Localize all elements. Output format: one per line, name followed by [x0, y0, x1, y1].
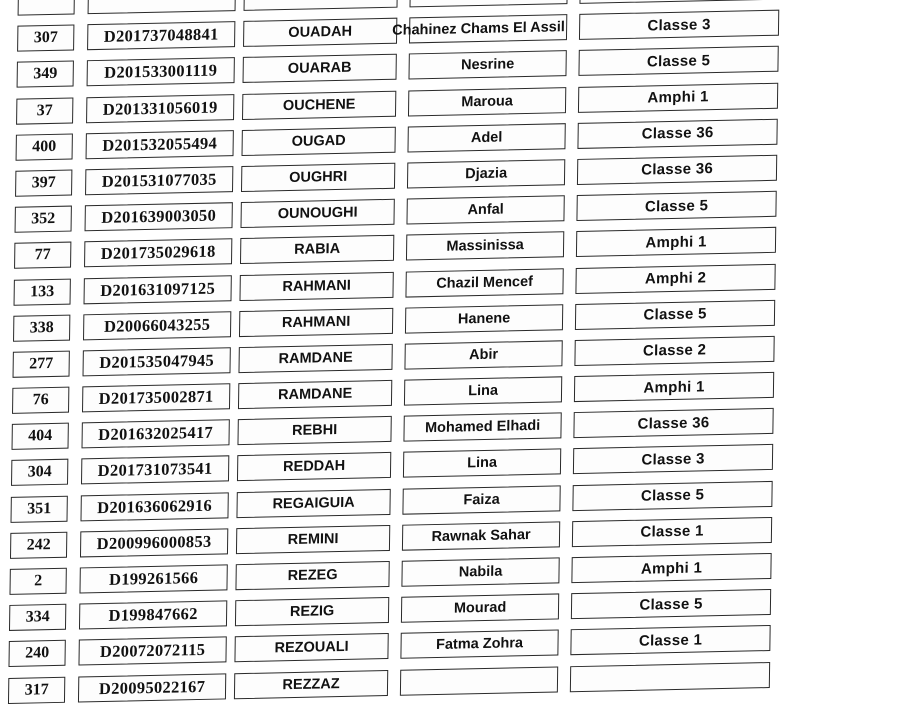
student-id-cell: D20095022167	[78, 673, 226, 702]
room-cell: Classe 5	[572, 481, 772, 511]
room-cell: Classe 1	[572, 517, 772, 547]
row-number-cell: 37	[16, 97, 73, 124]
last-name-cell: RAMDANE	[238, 380, 392, 409]
room-cell: Classe 1	[570, 625, 770, 655]
room-cell: Classe 36	[577, 155, 777, 185]
last-name-cell: REZEG	[235, 561, 389, 590]
room-cell: Classe 5	[575, 300, 775, 330]
room-cell: Classe 36	[577, 118, 777, 148]
room-cell: Classe 3	[573, 444, 773, 474]
room-cell: Amphi 2	[575, 263, 775, 293]
student-id-cell: D201531077035	[85, 166, 233, 195]
student-id-cell: D199847662	[79, 601, 227, 630]
student-id-cell: D201533001119	[87, 57, 235, 86]
first-name-cell: Abir	[404, 340, 562, 369]
first-name-cell: Anfal	[406, 195, 564, 224]
last-name-cell: OUARAB	[243, 54, 397, 83]
first-name-cell: Lina	[404, 376, 562, 405]
row-number-cell: 352	[15, 206, 72, 233]
last-name-cell: RAHMANI	[239, 308, 393, 337]
last-name-cell: RAHMANI	[239, 271, 393, 300]
first-name-cell	[392, 14, 567, 43]
first-name-cell: Massinissa	[406, 232, 564, 261]
first-name-cell: Mohamed Elhadi	[403, 413, 561, 442]
room-cell: Amphi 1	[576, 227, 776, 257]
student-id-cell: D201631097125	[84, 275, 232, 304]
room-cell: Classe 3	[579, 10, 779, 40]
row-number-cell: 351	[10, 495, 67, 522]
last-name-cell: REBHI	[237, 416, 391, 445]
student-id-cell: D200996000853	[80, 528, 228, 557]
first-name-cell: Lina	[403, 449, 561, 478]
row-number-cell: 2	[9, 568, 66, 595]
row-number-cell: 334	[9, 604, 66, 631]
first-name-cell	[409, 0, 567, 7]
first-name-cell: Faiza	[402, 485, 560, 514]
row-number-cell: 133	[14, 278, 71, 305]
room-cell: Amphi 1	[571, 553, 771, 583]
first-name-cell: Chazil Mencef	[405, 268, 563, 297]
room-cell: Amphi 1	[578, 82, 778, 112]
room-cell: Classe 5	[576, 191, 776, 221]
last-name-cell: OUADAH	[243, 18, 397, 47]
row-number-cell: 304	[11, 459, 68, 486]
room-cell: Amphi 1	[574, 372, 774, 402]
student-id-cell: D201735029618	[84, 239, 232, 268]
first-name-cell: Adel	[407, 123, 565, 152]
row-number-cell: 242	[10, 532, 67, 559]
row-number-cell: 397	[15, 169, 72, 196]
student-id-cell: D201331056019	[86, 94, 234, 123]
last-name-cell: REZZAZ	[234, 670, 388, 699]
last-name-cell: REZIG	[235, 597, 389, 626]
room-cell	[579, 0, 779, 4]
room-cell	[570, 662, 770, 692]
student-id-cell: D20066043255	[83, 311, 231, 340]
row-number-cell: 349	[17, 61, 74, 88]
student-id-cell: D201639003050	[85, 202, 233, 231]
row-number-cell	[18, 0, 75, 16]
first-name-cell: Nesrine	[408, 51, 566, 80]
student-id-cell: D201636062916	[80, 492, 228, 521]
first-name-text: Chahinez Chams El Assil	[392, 19, 565, 39]
first-name-cell: Djazia	[407, 159, 565, 188]
last-name-cell	[244, 0, 398, 11]
row-number-cell: 317	[8, 676, 65, 703]
student-id-cell: D201535047945	[83, 347, 231, 376]
student-id-cell: D20072072115	[78, 637, 226, 666]
first-name-cell	[400, 666, 558, 695]
student-id-cell: D201737048841	[87, 21, 235, 50]
last-name-cell: OUGAD	[242, 126, 396, 155]
first-name-cell: Rawnak Sahar	[402, 521, 560, 550]
row-number-cell: 77	[14, 242, 71, 269]
first-name-cell: Maroua	[408, 87, 566, 116]
last-name-cell: REDDAH	[237, 452, 391, 481]
room-cell: Classe 2	[574, 336, 774, 366]
row-number-cell: 404	[12, 423, 69, 450]
row-number-cell: 240	[8, 640, 65, 667]
first-name-cell: Nabila	[401, 557, 559, 586]
last-name-cell: OUCHENE	[242, 90, 396, 119]
last-name-cell: REZOUALI	[234, 633, 388, 662]
last-name-cell: OUNOUGHI	[240, 199, 394, 228]
row-number-cell: 338	[13, 314, 70, 341]
last-name-cell: REGAIGUIA	[236, 489, 390, 518]
first-name-cell: Mourad	[401, 594, 559, 623]
row-number-cell: 76	[12, 387, 69, 414]
first-name-cell: Hanene	[405, 304, 563, 333]
student-id-cell: D201632025417	[81, 420, 229, 449]
last-name-cell: RAMDANE	[238, 344, 392, 373]
first-name-cell: Fatma Zohra	[400, 630, 558, 659]
student-id-cell: D201735002871	[82, 383, 230, 412]
student-id-cell	[88, 0, 236, 14]
last-name-cell: REMINI	[236, 525, 390, 554]
room-cell: Classe 5	[571, 589, 771, 619]
room-cell: Classe 36	[573, 408, 773, 438]
room-cell: Classe 5	[578, 46, 778, 76]
row-number-cell: 277	[13, 350, 70, 377]
row-number-cell: 400	[16, 133, 73, 160]
student-id-cell: D199261566	[79, 564, 227, 593]
row-number-cell: 307	[17, 25, 74, 52]
student-id-cell: D201731073541	[81, 456, 229, 485]
student-id-cell: D201532055494	[86, 130, 234, 159]
last-name-cell: RABIA	[240, 235, 394, 264]
last-name-cell: OUGHRI	[241, 163, 395, 192]
